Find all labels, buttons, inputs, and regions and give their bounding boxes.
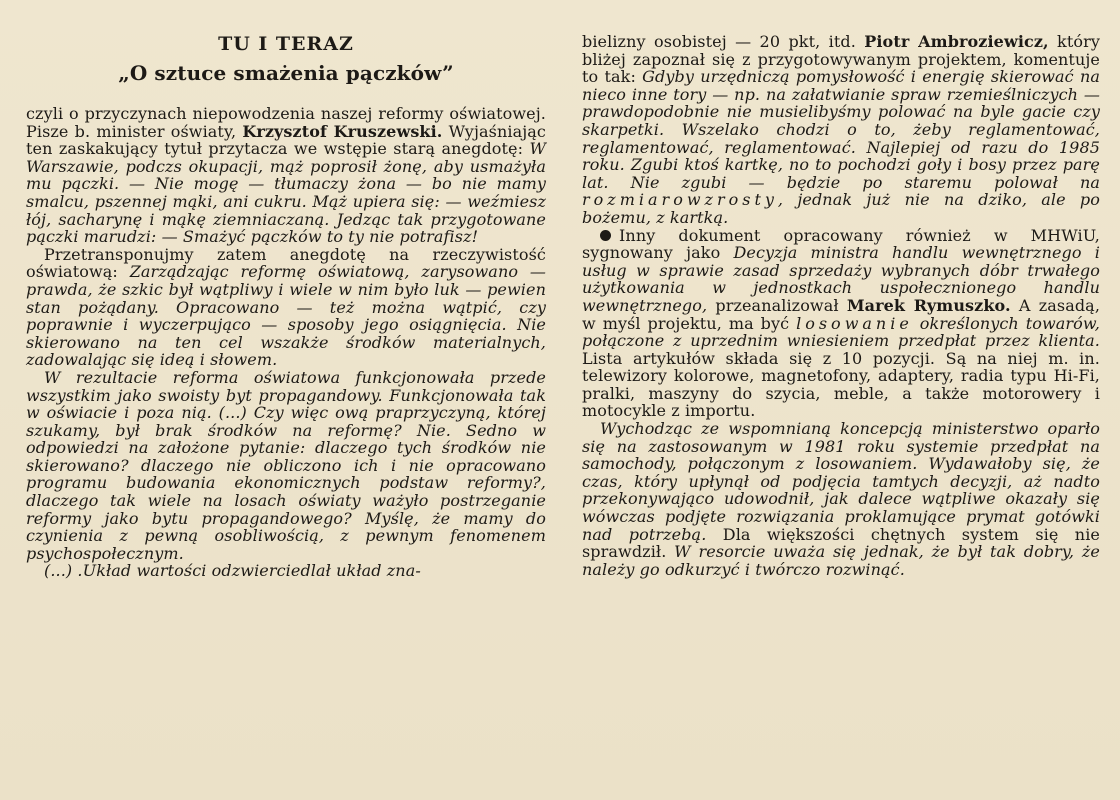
paragraph-intro xyxy=(26,105,546,246)
paragraph-ambroziewicz xyxy=(582,33,1100,227)
text-run: Krzysztof Kruszewski. xyxy=(242,121,443,141)
text-run: Wychodząc ze wspomnianą koncepcją ministerstwo oparło się na zastosowanym w 1981 roku systemie przedpłat na samochody, połączonym z losowaniem. Wydawałoby się, że czas, który upłynął od podjęcia tamtych decyzji, aż nadto przekonywająco udowodnił, jak dalece wątpliwe okazały się wówczas podjęte rozwiązania proklamujące prymat gotówki nad potrzebą. xyxy=(582,419,1100,544)
text-run: rozmiarowzrosty xyxy=(582,190,778,210)
text-run: Przetransponujmy zatem anegdotę na rzeczywistość oświatową: xyxy=(26,244,546,282)
text-run: , jednak już nie na dziko, ale po bożemu, z kartką. xyxy=(582,190,1100,227)
text-run: Piotr Ambroziewicz, xyxy=(864,32,1049,51)
text-run: A zasadą, w myśl projektu, ma być xyxy=(582,295,1101,333)
paragraph-ministry xyxy=(582,420,1100,578)
text-run: losowanie xyxy=(796,313,913,333)
article-headline: „O sztuce smażenia pączków” xyxy=(118,61,454,85)
text-run: Gdyby urzędniczą pomysłowość i energię skierować na nieco inne tory — np. na załatwianie spraw rzemieślniczych — prawdopodobnie nie musielibyśmy polować na byle gacie czy skarpetki. Wszelako chodzi o to, żeby reglamentować, reglamentować, reglamentować. Najlepiej od razu do 1985 roku. Zgubi ktoś kartkę, no to pochodzi goły i bosy przez parę lat. Nie zgubi — będzie po staremu polował na xyxy=(582,67,1101,192)
text-run: Dla większości chętnych system się nie sprawdził. xyxy=(582,524,1100,562)
text-run: przeanalizował xyxy=(707,295,847,315)
text-run: W Warszawie, podczs okupacji, mąż poprosił żonę, aby usmażyła mu pączki. — Nie mogę — tłumaczy żona — bo nie mamy smalcu, pszennej mąki, ani cukru. Mąż upiera się: — weźmiesz łój, sacharynę i mąkę ziemniaczaną. Jedząc tak przygotowane pączki marudzi: — Smażyć pączków to ty nie potrafisz! xyxy=(26,139,546,247)
paragraph-decision xyxy=(582,227,1100,421)
text-run: Wyjaśniając ten zaskakujący tytuł przytacza we wstępie starą anegdotę: xyxy=(26,121,546,159)
text-run: (...) .Układ wartości odzwierciedlał układ zna- xyxy=(44,561,421,581)
left-column xyxy=(26,0,546,580)
text-run: Marek Rymuszko. xyxy=(846,295,1011,315)
text-run: W resorcie uważa się jednak, że był tak dobry, że należy go odkurzyć i twórczo rozwinąć. xyxy=(582,542,1100,579)
section-kicker: TU I TERAZ xyxy=(218,33,354,55)
text-run: Decyzja ministra handlu wewnętrznego i usług w sprawie zasad sprzedaży wybranych dóbr trwałego użytkowania w jednostkach uspołecznionego handlu wewnętrznego, xyxy=(582,243,1100,315)
text-run: W rezultacie reforma oświatowa funkcjonowała przede wszystkim jako swoisty byt propagandowy. Funkcjonowała tak w oświacie i poza nią. (...) Czy więc ową praprzyczyną, której szukamy, był brak środków na reformę? Nie. Sedno w odpowiedzi na założone pytanie: dlaczego tych środków nie skierowano? dlaczego nie obliczono ich i nie opracowano programu budowania ekonomicznych podstaw reformy?, dlaczego tak wiele na losach oświaty ważyło postrzeganie reformy jako bytu propagandowego? Myślę, że mamy do czynienia z pewną osobliwością, z pewnym fenomenem psychospołecznym. xyxy=(26,367,546,563)
text-run: określonych towarów, połączone z uprzednim wniesieniem przedpłat przez klienta. xyxy=(582,313,1100,351)
text-run: Zarządzając reformę oświatową, zarysowano — prawda, że szkic był wątpliwy i wiele w nim było luk — pewien stan pożądany. Opracowano — też można wątpić, czy poprawnie i wyczerpująco — sposoby jego osiągnięcia. Nie skierowano na ten cel wszakże środków materialnych, zadowalając się ideą i słowem. xyxy=(26,262,546,370)
right-column xyxy=(582,0,1100,578)
paragraph-result xyxy=(26,369,546,563)
text-run: Inny dokument opracowany również w MHWiU, sygnowany jako xyxy=(582,225,1100,263)
text-run: który bliżej zapoznał się z przygotowywanym projektem, komentuje to tak: xyxy=(582,32,1100,87)
paragraph-values xyxy=(26,562,546,580)
text-run: Lista artykułów składa się z 10 pozycji. Są na niej m. in. telewizory kolorowe, magnetofony, adaptery, radia typu Hi-Fi, pralki, maszyny do szycia, meble, a także motorowery i motocykle z importu. xyxy=(582,348,1100,421)
text-run: bielizny osobistej — 20 pkt, itd. xyxy=(582,32,865,51)
bullet-icon xyxy=(600,230,611,241)
text-run: czyli o przyczynach niepowodzenia naszej reformy oświatowej. Pisze b. minister oświaty, xyxy=(26,104,546,141)
paragraph-transposition xyxy=(26,246,546,369)
